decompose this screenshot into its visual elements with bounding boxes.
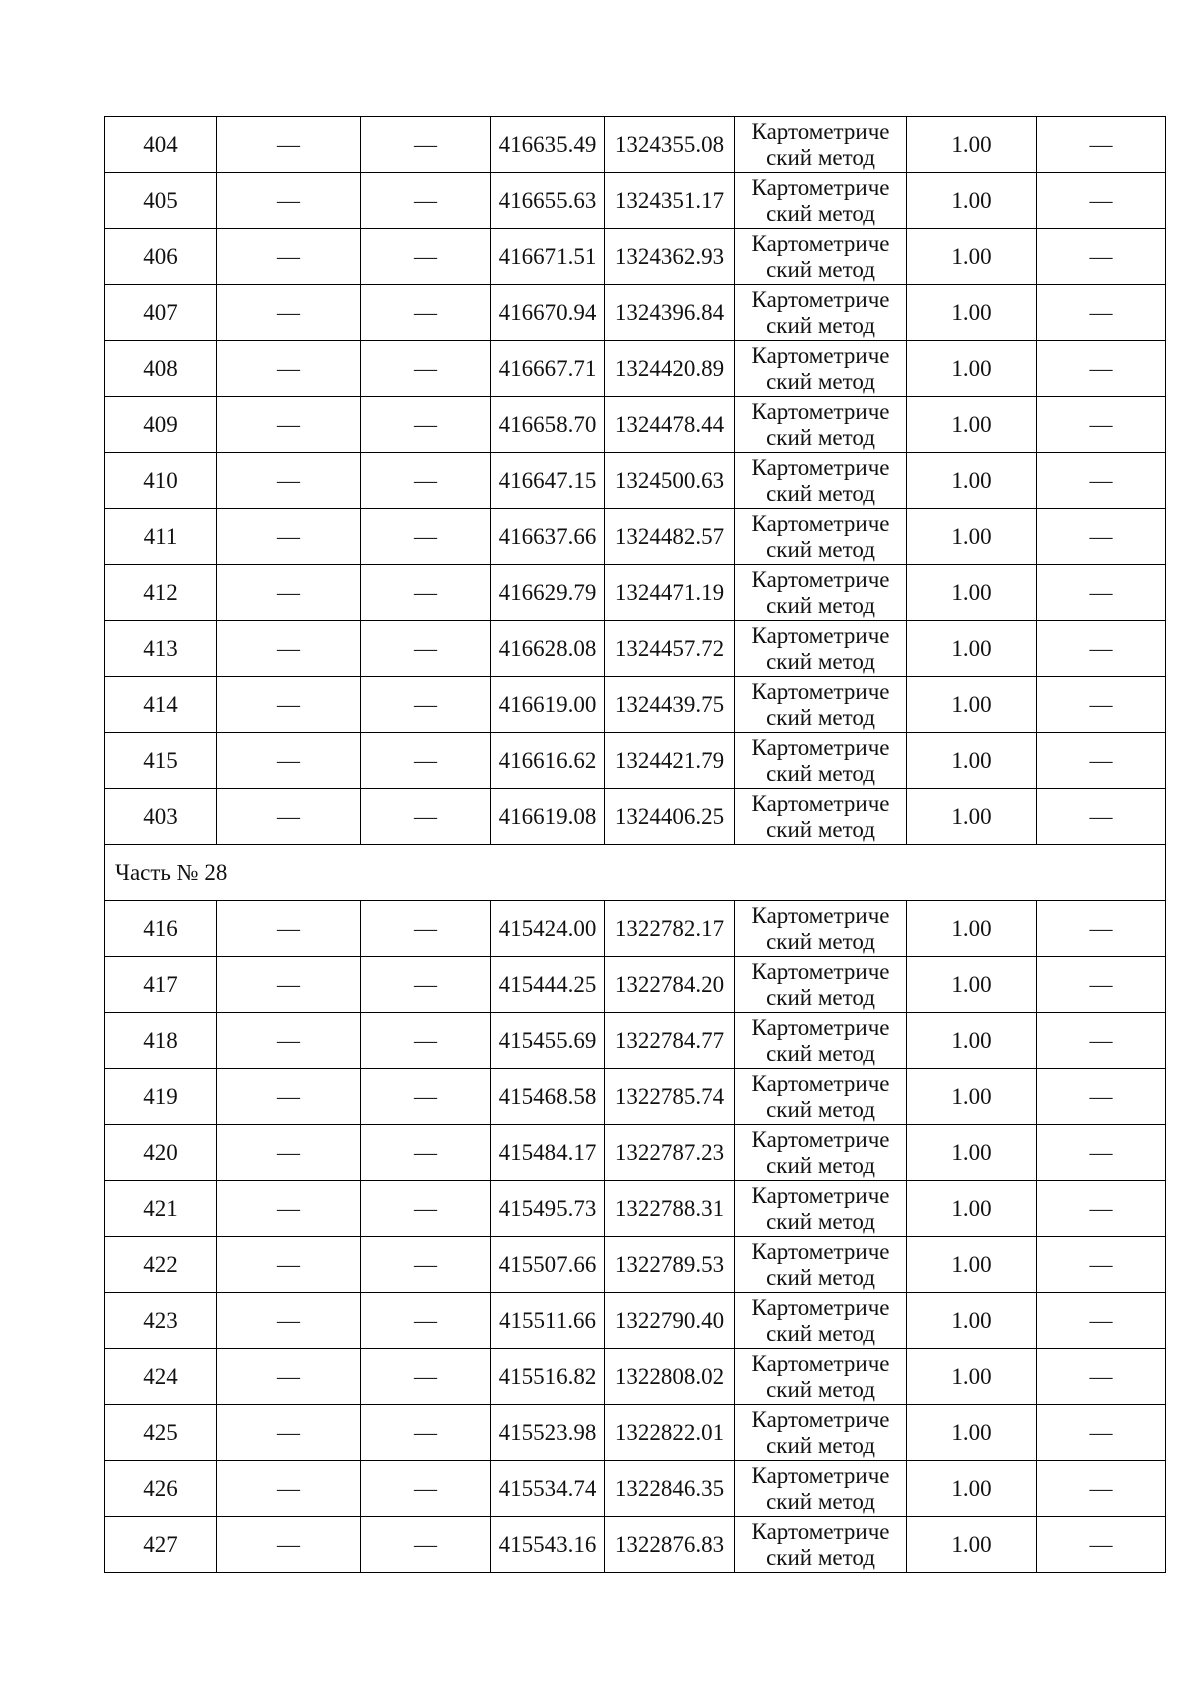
point-number-cell: 416 [105,901,217,957]
precision-cell: 1.00 [907,453,1037,509]
dash-cell: — [361,677,491,733]
method-text-line: ский метод [766,1544,875,1570]
dash-cell: — [361,733,491,789]
x-coordinate-cell: 416671.51 [491,229,605,285]
method-text-line: Картометриче [751,342,890,368]
method-text-line: ский метод [766,1320,875,1346]
y-coordinate-cell: 1324482.57 [605,509,735,565]
dash-cell: — [217,341,361,397]
method-cell [735,397,907,453]
x-coordinate-cell: 415495.73 [491,1181,605,1237]
dash-cell: — [361,285,491,341]
table-row [105,1405,1166,1461]
method-cell [735,565,907,621]
point-number-cell: 414 [105,677,217,733]
x-coordinate-cell: 415484.17 [491,1125,605,1181]
dash-cell: — [217,1069,361,1125]
method-text-line: ский метод [766,1152,875,1178]
method-cell [735,173,907,229]
y-coordinate-cell: 1322876.83 [605,1517,735,1573]
method-text-line: Картометриче [751,1294,890,1320]
method-cell [735,285,907,341]
dash-cell: — [361,1013,491,1069]
method-text-line: Картометриче [751,174,890,200]
y-coordinate-cell: 1322846.35 [605,1461,735,1517]
dash-cell: — [1037,229,1166,285]
method-text-line: Картометриче [751,734,890,760]
method-cell [735,1461,907,1517]
dash-cell: — [217,1461,361,1517]
table-row [105,229,1166,285]
dash-cell: — [217,621,361,677]
dash-cell: — [1037,733,1166,789]
x-coordinate-cell: 416619.08 [491,789,605,845]
dash-cell: — [217,1237,361,1293]
precision-cell: 1.00 [907,789,1037,845]
method-text-line: ский метод [766,200,875,226]
y-coordinate-cell: 1324478.44 [605,397,735,453]
dash-cell: — [1037,509,1166,565]
precision-cell: 1.00 [907,1517,1037,1573]
method-text-line: Картометриче [751,510,890,536]
dash-cell: — [361,1517,491,1573]
method-cell [735,1237,907,1293]
dash-cell: — [361,621,491,677]
table-row [105,509,1166,565]
y-coordinate-cell: 1322787.23 [605,1125,735,1181]
precision-cell: 1.00 [907,901,1037,957]
dash-cell: — [1037,1237,1166,1293]
dash-cell: — [217,565,361,621]
table-row [105,173,1166,229]
x-coordinate-cell: 416628.08 [491,621,605,677]
method-text-line: Картометриче [751,678,890,704]
precision-cell: 1.00 [907,1405,1037,1461]
method-text-line: Картометриче [751,1126,890,1152]
precision-cell: 1.00 [907,117,1037,173]
dash-cell: — [1037,341,1166,397]
y-coordinate-cell: 1322782.17 [605,901,735,957]
precision-cell: 1.00 [907,1013,1037,1069]
method-cell [735,621,907,677]
point-number-cell: 418 [105,1013,217,1069]
method-text-line: ский метод [766,536,875,562]
method-text-line: Картометриче [751,1518,890,1544]
dash-cell: — [217,229,361,285]
point-number-cell: 403 [105,789,217,845]
table-row [105,453,1166,509]
method-cell [735,1013,907,1069]
table-row [105,957,1166,1013]
dash-cell: — [1037,285,1166,341]
dash-cell: — [217,1405,361,1461]
method-text-line: ский метод [766,928,875,954]
dash-cell: — [217,509,361,565]
table-row [105,1461,1166,1517]
dash-cell: — [1037,901,1166,957]
dash-cell: — [361,397,491,453]
x-coordinate-cell: 416629.79 [491,565,605,621]
precision-cell: 1.00 [907,1349,1037,1405]
table-row [105,789,1166,845]
dash-cell: — [1037,1405,1166,1461]
x-coordinate-cell: 415523.98 [491,1405,605,1461]
table-row [105,901,1166,957]
dash-cell: — [361,1349,491,1405]
point-number-cell: 423 [105,1293,217,1349]
dash-cell: — [217,1181,361,1237]
coordinates-table [104,116,1166,1573]
precision-cell: 1.00 [907,733,1037,789]
method-text-line: Картометриче [751,622,890,648]
dash-cell: — [361,173,491,229]
method-text-line: Картометриче [751,1238,890,1264]
method-text-line: ский метод [766,1040,875,1066]
dash-cell: — [361,117,491,173]
dash-cell: — [217,957,361,1013]
dash-cell: — [1037,453,1166,509]
method-text-line: Картометриче [751,398,890,424]
precision-cell: 1.00 [907,173,1037,229]
x-coordinate-cell: 415543.16 [491,1517,605,1573]
dash-cell: — [1037,1013,1166,1069]
method-text-line: ский метод [766,704,875,730]
method-cell [735,509,907,565]
x-coordinate-cell: 415511.66 [491,1293,605,1349]
point-number-cell: 417 [105,957,217,1013]
precision-cell: 1.00 [907,509,1037,565]
y-coordinate-cell: 1322822.01 [605,1405,735,1461]
dash-cell: — [217,1349,361,1405]
y-coordinate-cell: 1324406.25 [605,789,735,845]
precision-cell: 1.00 [907,229,1037,285]
precision-cell: 1.00 [907,957,1037,1013]
table-row [105,1293,1166,1349]
dash-cell: — [361,1237,491,1293]
method-cell [735,1405,907,1461]
method-cell [735,677,907,733]
y-coordinate-cell: 1324439.75 [605,677,735,733]
dash-cell: — [217,397,361,453]
dash-cell: — [1037,1069,1166,1125]
precision-cell: 1.00 [907,1293,1037,1349]
x-coordinate-cell: 416635.49 [491,117,605,173]
method-cell [735,1069,907,1125]
method-text-line: ский метод [766,648,875,674]
precision-cell: 1.00 [907,677,1037,733]
method-text-line: ский метод [766,1432,875,1458]
dash-cell: — [361,341,491,397]
method-cell [735,117,907,173]
method-cell [735,1293,907,1349]
method-text-line: Картометриче [751,230,890,256]
table-row [105,1125,1166,1181]
table-row [105,677,1166,733]
method-text-line: ский метод [766,760,875,786]
point-number-cell: 408 [105,341,217,397]
y-coordinate-cell: 1324351.17 [605,173,735,229]
method-text-line: Картометриче [751,958,890,984]
y-coordinate-cell: 1324457.72 [605,621,735,677]
dash-cell: — [1037,677,1166,733]
method-text-line: Картометриче [751,286,890,312]
method-cell [735,957,907,1013]
dash-cell: — [361,957,491,1013]
dash-cell: — [1037,957,1166,1013]
point-number-cell: 426 [105,1461,217,1517]
precision-cell: 1.00 [907,285,1037,341]
point-number-cell: 410 [105,453,217,509]
method-cell [735,901,907,957]
y-coordinate-cell: 1324362.93 [605,229,735,285]
y-coordinate-cell: 1322788.31 [605,1181,735,1237]
x-coordinate-cell: 416637.66 [491,509,605,565]
x-coordinate-cell: 415424.00 [491,901,605,957]
y-coordinate-cell: 1322784.77 [605,1013,735,1069]
method-text-line: Картометриче [751,1350,890,1376]
y-coordinate-cell: 1324396.84 [605,285,735,341]
dash-cell: — [217,117,361,173]
method-text-line: ский метод [766,480,875,506]
point-number-cell: 415 [105,733,217,789]
dash-cell: — [361,1069,491,1125]
point-number-cell: 420 [105,1125,217,1181]
dash-cell: — [361,565,491,621]
table-row [105,117,1166,173]
precision-cell: 1.00 [907,341,1037,397]
point-number-cell: 409 [105,397,217,453]
dash-cell: — [361,901,491,957]
method-text-line: Картометриче [751,1182,890,1208]
table-row [105,397,1166,453]
dash-cell: — [217,453,361,509]
method-cell [735,229,907,285]
method-cell [735,789,907,845]
method-cell [735,341,907,397]
point-number-cell: 411 [105,509,217,565]
point-number-cell: 404 [105,117,217,173]
dash-cell: — [217,1013,361,1069]
dash-cell: — [1037,1517,1166,1573]
dash-cell: — [217,285,361,341]
x-coordinate-cell: 415455.69 [491,1013,605,1069]
dash-cell: — [361,789,491,845]
point-number-cell: 425 [105,1405,217,1461]
dash-cell: — [361,1293,491,1349]
method-text-line: ский метод [766,312,875,338]
method-text-line: ский метод [766,816,875,842]
method-cell [735,733,907,789]
dash-cell: — [361,1125,491,1181]
table-row [105,1349,1166,1405]
dash-cell: — [1037,621,1166,677]
point-number-cell: 405 [105,173,217,229]
y-coordinate-cell: 1322808.02 [605,1349,735,1405]
precision-cell: 1.00 [907,1181,1037,1237]
dash-cell: — [217,1293,361,1349]
table-row [105,1181,1166,1237]
y-coordinate-cell: 1322789.53 [605,1237,735,1293]
y-coordinate-cell: 1324421.79 [605,733,735,789]
coordinates-table-body [105,117,1166,1573]
method-cell [735,453,907,509]
method-text-line: Картометриче [751,1014,890,1040]
table-row [105,621,1166,677]
table-row [105,1013,1166,1069]
dash-cell: — [217,1125,361,1181]
method-text-line: Картометриче [751,118,890,144]
dash-cell: — [1037,1125,1166,1181]
dash-cell: — [1037,117,1166,173]
table-row [105,565,1166,621]
method-text-line: ский метод [766,144,875,170]
method-text-line: ский метод [766,1096,875,1122]
y-coordinate-cell: 1322790.40 [605,1293,735,1349]
precision-cell: 1.00 [907,621,1037,677]
x-coordinate-cell: 416670.94 [491,285,605,341]
method-text-line: ский метод [766,984,875,1010]
x-coordinate-cell: 415534.74 [491,1461,605,1517]
method-text-line: Картометриче [751,1406,890,1432]
method-text-line: ский метод [766,1488,875,1514]
x-coordinate-cell: 415516.82 [491,1349,605,1405]
dash-cell: — [217,677,361,733]
y-coordinate-cell: 1324355.08 [605,117,735,173]
dash-cell: — [361,229,491,285]
method-text-line: Картометриче [751,1070,890,1096]
precision-cell: 1.00 [907,397,1037,453]
method-text-line: ский метод [766,1264,875,1290]
point-number-cell: 419 [105,1069,217,1125]
method-text-line: Картометриче [751,1462,890,1488]
method-cell [735,1517,907,1573]
method-text-line: Картометриче [751,902,890,928]
dash-cell: — [361,453,491,509]
x-coordinate-cell: 416616.62 [491,733,605,789]
x-coordinate-cell: 416655.63 [491,173,605,229]
dash-cell: — [217,173,361,229]
x-coordinate-cell: 416619.00 [491,677,605,733]
method-text-line: Картометриче [751,790,890,816]
table-row [105,733,1166,789]
dash-cell: — [361,1405,491,1461]
precision-cell: 1.00 [907,1237,1037,1293]
dash-cell: — [1037,1461,1166,1517]
dash-cell: — [1037,565,1166,621]
precision-cell: 1.00 [907,1461,1037,1517]
table-row [105,341,1166,397]
y-coordinate-cell: 1324420.89 [605,341,735,397]
point-number-cell: 412 [105,565,217,621]
y-coordinate-cell: 1324471.19 [605,565,735,621]
y-coordinate-cell: 1322784.20 [605,957,735,1013]
dash-cell: — [1037,397,1166,453]
table-row [105,1517,1166,1573]
dash-cell: — [1037,1181,1166,1237]
precision-cell: 1.00 [907,1125,1037,1181]
method-text-line: ский метод [766,1376,875,1402]
dash-cell: — [361,509,491,565]
section-heading: Часть № 28 [105,845,1166,901]
method-text-line: ский метод [766,424,875,450]
table-row [105,1069,1166,1125]
method-cell [735,1181,907,1237]
method-text-line: ский метод [766,368,875,394]
y-coordinate-cell: 1322785.74 [605,1069,735,1125]
section-heading-row [105,845,1166,901]
method-text-line: Картометриче [751,454,890,480]
method-cell [735,1125,907,1181]
dash-cell: — [1037,173,1166,229]
point-number-cell: 421 [105,1181,217,1237]
method-text-line: ский метод [766,256,875,282]
point-number-cell: 406 [105,229,217,285]
method-text-line: Картометриче [751,566,890,592]
x-coordinate-cell: 415468.58 [491,1069,605,1125]
dash-cell: — [361,1461,491,1517]
x-coordinate-cell: 416667.71 [491,341,605,397]
dash-cell: — [217,733,361,789]
y-coordinate-cell: 1324500.63 [605,453,735,509]
table-row [105,1237,1166,1293]
table-row [105,285,1166,341]
dash-cell: — [217,1517,361,1573]
dash-cell: — [217,901,361,957]
x-coordinate-cell: 416658.70 [491,397,605,453]
x-coordinate-cell: 415507.66 [491,1237,605,1293]
precision-cell: 1.00 [907,565,1037,621]
dash-cell: — [1037,1349,1166,1405]
dash-cell: — [217,789,361,845]
method-text-line: ский метод [766,1208,875,1234]
dash-cell: — [1037,789,1166,845]
precision-cell: 1.00 [907,1069,1037,1125]
point-number-cell: 413 [105,621,217,677]
point-number-cell: 422 [105,1237,217,1293]
x-coordinate-cell: 416647.15 [491,453,605,509]
point-number-cell: 427 [105,1517,217,1573]
method-cell [735,1349,907,1405]
dash-cell: — [361,1181,491,1237]
point-number-cell: 407 [105,285,217,341]
x-coordinate-cell: 415444.25 [491,957,605,1013]
method-text-line: ский метод [766,592,875,618]
dash-cell: — [1037,1293,1166,1349]
point-number-cell: 424 [105,1349,217,1405]
